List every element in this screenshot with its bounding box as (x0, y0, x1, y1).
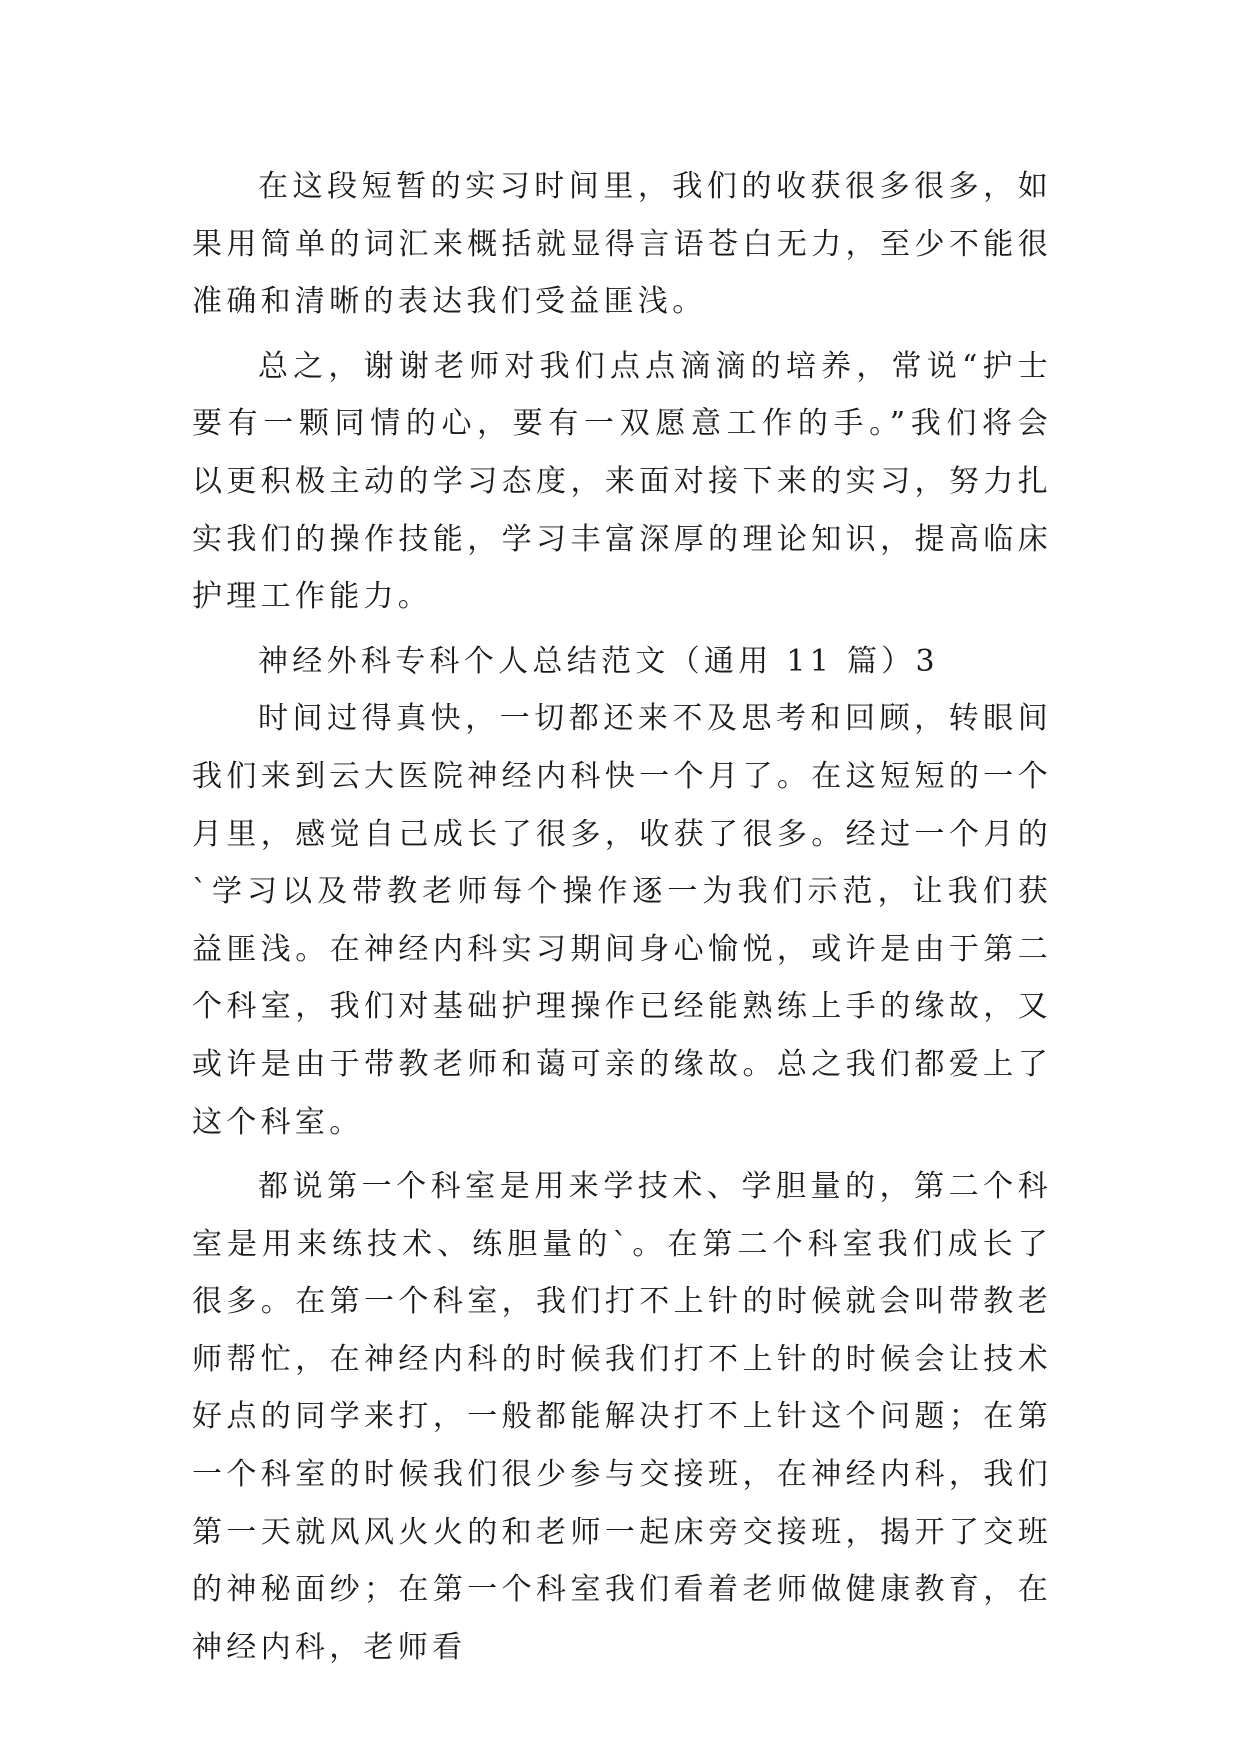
section-heading: 神经外科专科个人总结范文（通用 11 篇）3 (258, 643, 939, 679)
paragraph-thanks-teachers: 总之，谢谢老师对我们点点滴滴的培养，常说“护士要有一颗同情的心，要有一双愿意工作的手。”我们将会以更积极主动的学习态度，来面对接下来的实习，努力扎实我们的操作技能，学习丰富深厚的理论知识，提高临床护理工作能力。 (192, 348, 1052, 615)
paragraph-second-department: 都说第一个科室是用来学技术、学胆量的，第二个科室是用来练技术、练胆量的`。在第二个科室我们成长了很多。在第一个科室，我们打不上针的时候就会叫带教老师帮忙，在神经内科的时候我们打不上针的时候会让技术好点的同学来打，一般都能解决打不上针这个问题；在第一个科室的时候我们很少参与交接班，在神经内科，我们第一天就风风火火的和老师一起床旁交接班，揭开了交班的神秘面纱；在第一个科室我们看着老师做健康教育，在神经内科，老师看 (192, 1169, 1052, 1665)
paragraph-neurology-month: 时间过得真快，一切都还来不及思考和回顾，转眼间我们来到云大医院神经内科快一个月了。在这短短的一个月里，感觉自己成长了很多，收获了很多。经过一个月的`学习以及带教老师每个操作逐一为我们示范，让我们获益匪浅。在神经内科实习期间身心愉悦，或许是由于第二个科室，我们对基础护理操作已经能熟练上手的缘故，又或许是由于带教老师和蔼可亲的缘故。总之我们都爱上了这个科室。 (192, 701, 1052, 1140)
document-body (192, 158, 1052, 1676)
paragraph-internship-gains: 在这段短暂的实习时间里，我们的收获很多很多，如果用简单的词汇来概括就显得言语苍白无力，至少不能很准确和清晰的表达我们受益匪浅。 (192, 169, 1052, 320)
